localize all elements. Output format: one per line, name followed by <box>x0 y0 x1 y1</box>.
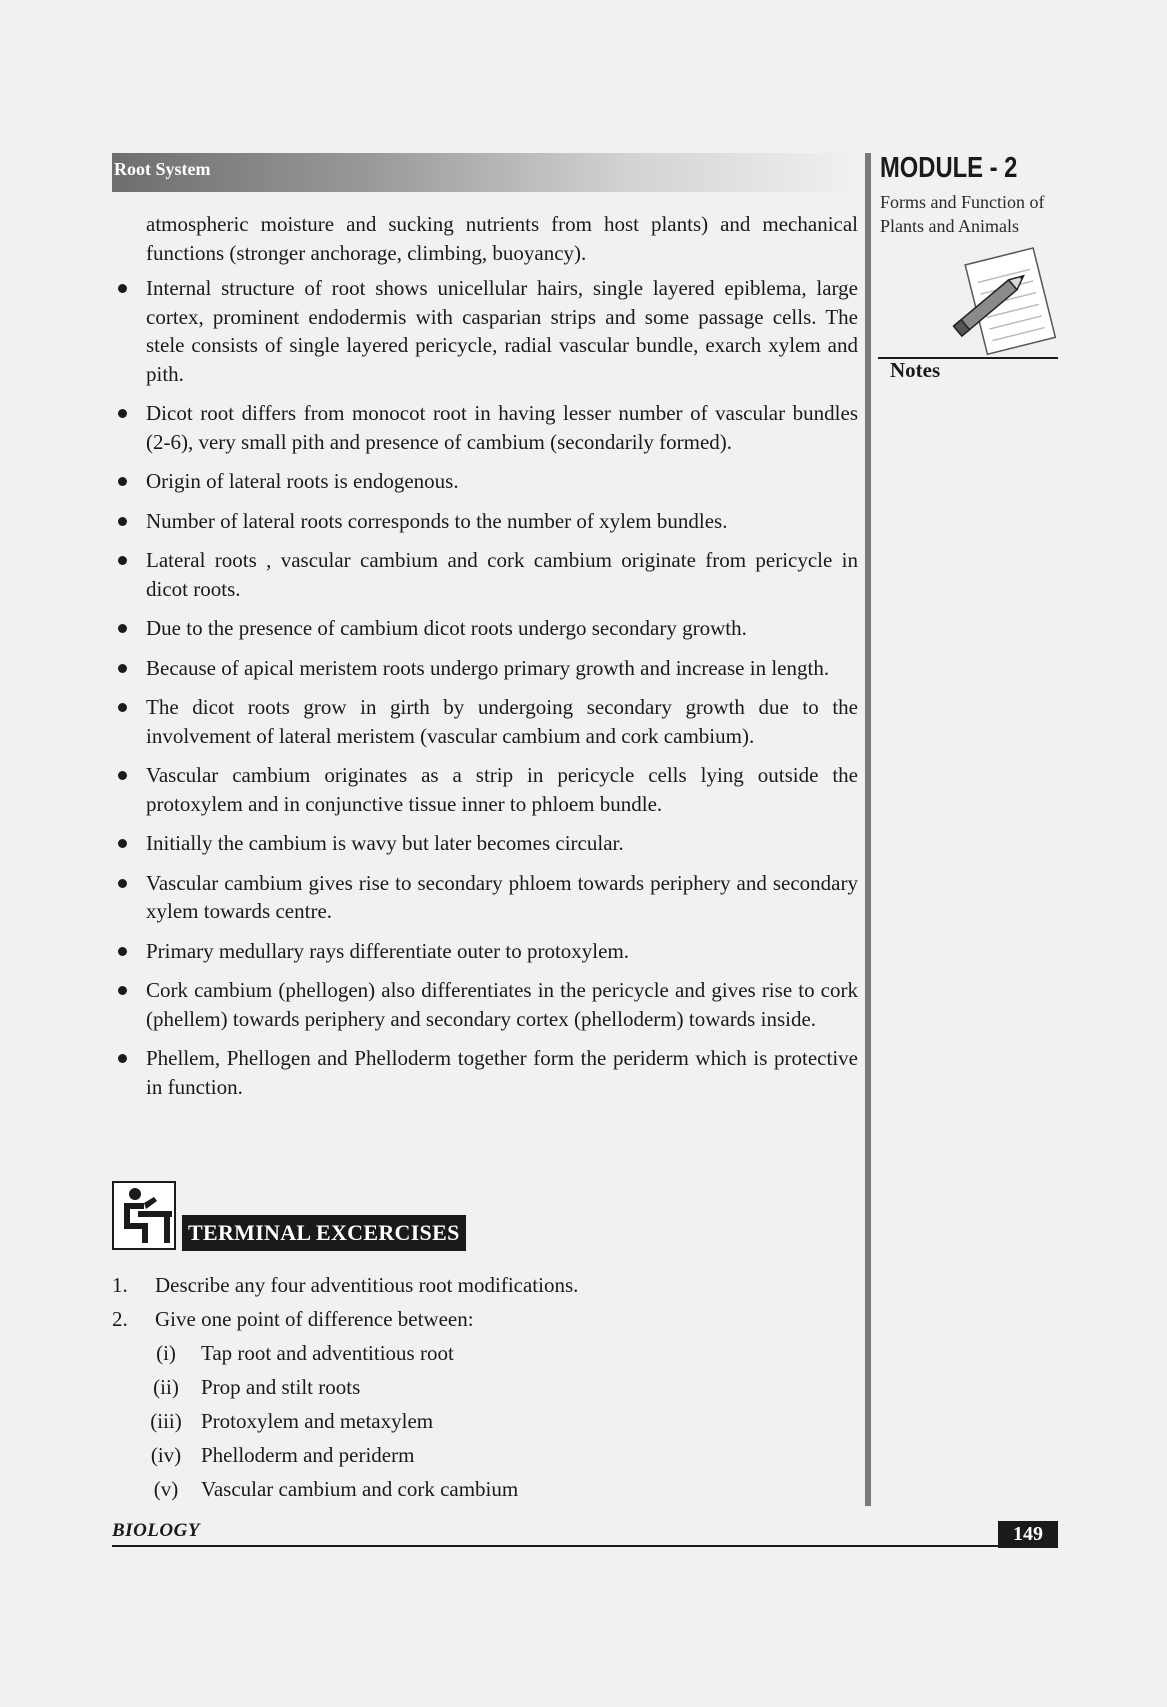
sub-question <box>112 1336 858 1370</box>
page-number: 149 <box>998 1521 1058 1548</box>
module-title: MODULE - 2 <box>880 152 1018 184</box>
summary-item: Primary medullary rays differentiate outer to protoxylem. <box>112 937 858 966</box>
notes-pencil-icon <box>948 245 1058 370</box>
sub-question-number: (iv) <box>150 1443 182 1467</box>
sub-question-number: (v) <box>153 1477 179 1501</box>
summary-item: Because of apical meristem roots undergo primary growth and increase in length. <box>112 654 858 683</box>
summary-item: Initially the cambium is wavy but later becomes circular. <box>112 829 858 858</box>
sub-question <box>112 1472 858 1506</box>
sub-question-list <box>112 1336 858 1506</box>
sub-question-text: Prop and stilt roots <box>201 1375 361 1399</box>
question-number: 1. <box>112 1273 128 1297</box>
summary-item: Cork cambium (phellogen) also differentiates in the pericycle and gives rise to cork (phellem) towards periphery and secondary cortex (phelloderm) towards inside. <box>112 976 858 1033</box>
summary-item: The dicot roots grow in girth by undergoing secondary growth due to the involvement of lateral meristem (vascular cambium and cork cambium). <box>112 693 858 750</box>
question-text: Give one point of difference between: <box>155 1307 474 1331</box>
footer-rule <box>112 1545 1058 1547</box>
summary-item: Dicot root differs from monocot root in having lesser number of vascular bundles (2-6), very small pith and presence of cambium (secondarily formed). <box>112 399 858 456</box>
sub-question-text: Protoxylem and metaxylem <box>201 1409 434 1433</box>
module-subtitle: Forms and Function of Plants and Animals <box>880 192 1045 236</box>
sub-question-text: Tap root and adventitious root <box>201 1341 454 1365</box>
exercise-question <box>112 1268 858 1302</box>
summary-item: Lateral roots , vascular cambium and cork cambium originate from pericycle in dicot roots. <box>112 546 858 603</box>
summary-item: Phellem, Phellogen and Phelloderm together form the periderm which is protective in function. <box>112 1044 858 1101</box>
student-desk-icon <box>112 1181 176 1250</box>
sub-question-text: Phelloderm and periderm <box>201 1443 415 1467</box>
notes-label: Notes <box>890 358 941 382</box>
summary-list <box>112 274 858 1101</box>
sub-question <box>112 1404 858 1438</box>
question-text: Describe any four adventitious root modifications. <box>155 1273 579 1297</box>
sub-question <box>112 1370 858 1404</box>
summary-item: Number of lateral roots corresponds to the number of xylem bundles. <box>112 507 858 536</box>
main-content <box>112 210 858 1112</box>
summary-item: Internal structure of root shows unicellular hairs, single layered epiblema, large cortex, prominent endodermis with casparian strips and some passage cells. The stele consists of single layered pericycle, radial vascular bundle, exarch xylem and pith. <box>112 274 858 388</box>
sub-question-number: (ii) <box>153 1375 179 1399</box>
sub-question-text: Vascular cambium and cork cambium <box>201 1477 519 1501</box>
section-title: Root System <box>114 159 211 179</box>
footer-subject: BIOLOGY <box>112 1520 200 1541</box>
sub-question-number: (iii) <box>150 1409 182 1433</box>
summary-item: Origin of lateral roots is endogenous. <box>112 467 858 496</box>
intro-paragraph: atmospheric moisture and sucking nutrients from host plants) and mechanical functions (stronger anchorage, climbing, buoyancy). <box>146 212 858 265</box>
question-number: 2. <box>112 1307 128 1331</box>
section-header-band <box>112 153 860 192</box>
terminal-exercises-title: TERMINAL EXCERCISES <box>182 1215 466 1251</box>
sub-question-number: (i) <box>156 1341 176 1365</box>
exercise-question <box>112 1302 858 1336</box>
margin-divider <box>865 153 871 1506</box>
summary-item: Vascular cambium originates as a strip in pericycle cells lying outside the protoxylem and in conjunctive tissue inner to phloem bundle. <box>112 761 858 818</box>
sub-question <box>112 1438 858 1472</box>
summary-item: Vascular cambium gives rise to secondary phloem towards periphery and secondary xylem towards centre. <box>112 869 858 926</box>
summary-item: Due to the presence of cambium dicot roots undergo secondary growth. <box>112 614 858 643</box>
exercise-list <box>112 1268 858 1506</box>
